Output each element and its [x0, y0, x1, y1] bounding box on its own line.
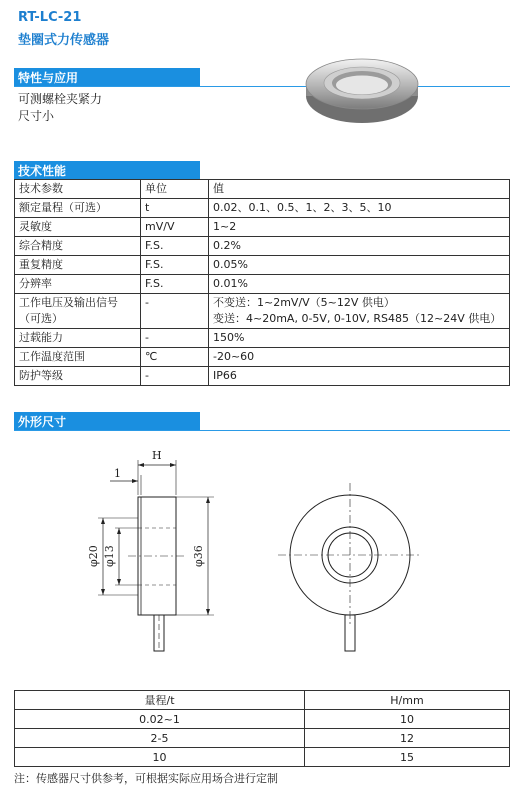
front-view — [278, 483, 422, 651]
dimension-drawing — [0, 435, 526, 665]
value-cell: 0.01% — [209, 275, 510, 294]
param-cell: 额定量程（可选） — [15, 199, 141, 218]
feature-item: 尺寸小 — [18, 109, 55, 123]
range-table — [14, 690, 510, 767]
dim-label-d36: φ36 — [192, 545, 205, 567]
param-cell: 工作温度范围 — [15, 348, 141, 367]
value-cell: 150% — [209, 329, 510, 348]
unit-cell: - — [141, 329, 209, 348]
unit-cell: F.S. — [141, 275, 209, 294]
value-cell: -20~60 — [209, 348, 510, 367]
table-row — [15, 256, 510, 275]
value-cell: 0.05% — [209, 256, 510, 275]
footnote: 注：传感器尺寸供参考，可根据实际应用场合进行定制 — [14, 772, 278, 785]
column-header: 值 — [209, 180, 510, 199]
dim-label-1: 1 — [114, 467, 121, 480]
section-title-specs: 技术性能 — [14, 161, 200, 179]
param-line: （可选） — [19, 312, 63, 325]
value-cell: 0.2% — [209, 237, 510, 256]
unit-cell: t — [141, 199, 209, 218]
range-cell: 0.02~1 — [15, 710, 305, 729]
section-title-features: 特性与应用 — [14, 68, 200, 86]
table-row — [15, 729, 510, 748]
section-title-dimensions: 外形尺寸 — [14, 412, 200, 430]
section-divider — [14, 430, 510, 431]
table-row — [15, 218, 510, 237]
param-cell: 综合精度 — [15, 237, 141, 256]
feature-item: 可测螺栓夹紧力 — [18, 92, 103, 106]
table-row — [15, 710, 510, 729]
column-header: 技术参数 — [15, 180, 141, 199]
table-header-row — [15, 180, 510, 199]
height-cell: 15 — [305, 748, 510, 767]
param-cell: 防护等级 — [15, 367, 141, 386]
height-cell: 10 — [305, 710, 510, 729]
range-cell: 2-5 — [15, 729, 305, 748]
section-divider — [14, 86, 510, 87]
unit-cell: F.S. — [141, 237, 209, 256]
dim-label-d13: φ13 — [103, 545, 116, 567]
height-cell: 12 — [305, 729, 510, 748]
param-cell: 分辨率 — [15, 275, 141, 294]
column-header: 量程/t — [15, 691, 305, 710]
column-header: 单位 — [141, 180, 209, 199]
value-cell: 0.02、0.1、0.5、1、2、3、5、10 — [209, 199, 510, 218]
table-row — [15, 329, 510, 348]
param-line: 工作电压及输出信号 — [19, 296, 118, 309]
param-cell: 重复精度 — [15, 256, 141, 275]
table-row — [15, 748, 510, 767]
dim-label-d20: φ20 — [87, 545, 100, 567]
dim-label-h: H — [152, 449, 162, 462]
table-header-row — [15, 691, 510, 710]
range-cell: 10 — [15, 748, 305, 767]
table-row — [15, 294, 510, 329]
table-row — [15, 237, 510, 256]
table-row — [15, 348, 510, 367]
product-model: RT-LC-21 — [18, 10, 82, 25]
value-cell — [209, 294, 510, 329]
table-row — [15, 275, 510, 294]
param-cell — [15, 294, 141, 329]
value-cell: IP66 — [209, 367, 510, 386]
product-photo — [300, 56, 424, 126]
value-line: 不变送：1~2mV/V（5~12V 供电） — [213, 296, 395, 309]
product-name: 垫圈式力传感器 — [18, 33, 110, 48]
param-cell: 过载能力 — [15, 329, 141, 348]
unit-cell: - — [141, 367, 209, 386]
column-header: H/mm — [305, 691, 510, 710]
spec-table — [14, 179, 510, 386]
unit-cell: F.S. — [141, 256, 209, 275]
unit-cell: - — [141, 294, 209, 329]
unit-cell: mV/V — [141, 218, 209, 237]
param-cell: 灵敏度 — [15, 218, 141, 237]
value-cell: 1~2 — [209, 218, 510, 237]
table-row — [15, 199, 510, 218]
table-row — [15, 367, 510, 386]
value-line: 变送：4~20mA, 0-5V, 0-10V, RS485（12~24V 供电） — [213, 312, 502, 325]
unit-cell: ℃ — [141, 348, 209, 367]
